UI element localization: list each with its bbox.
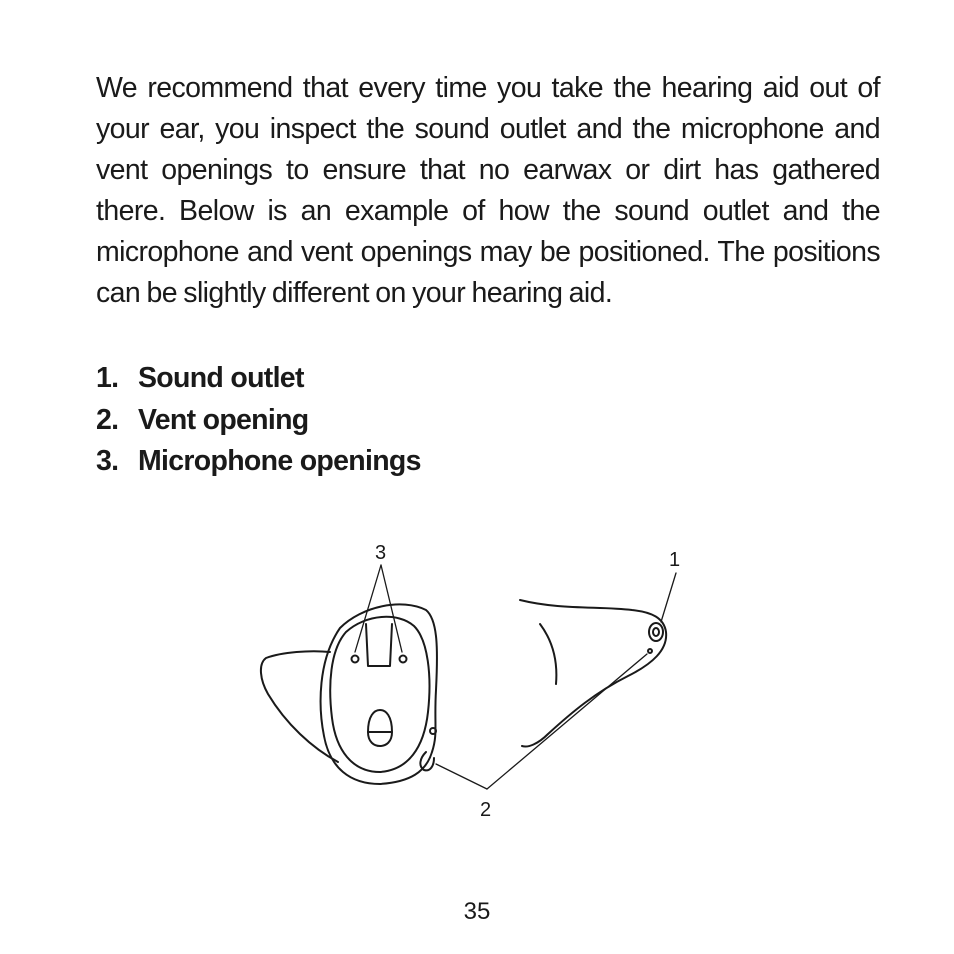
sound-outlet	[649, 623, 663, 641]
hearing-aid-faceplate-drawing	[261, 604, 437, 784]
list-item-number: 3.	[96, 445, 119, 477]
page-number: 35	[463, 898, 491, 925]
callout-label-3: 3	[375, 542, 387, 564]
list-item-number: 1.	[96, 362, 119, 394]
callout-label-1: 1	[669, 549, 681, 571]
hearing-aid-canal-drawing	[520, 600, 666, 747]
hearing-aid-illustration	[250, 530, 700, 830]
vent-opening-right	[648, 649, 652, 653]
microphone-opening-right	[400, 656, 407, 663]
intro-paragraph: We recommend that every time you take the hearing aid out of your ear, you inspect the sound outlet and the microphone and vent openings to ensure that no earwax or dirt has gathered there. Below is an example of how the sound outlet and the microphone and vent openings may be positioned. The positions can be slightly different on your hearing aid.	[96, 72, 880, 309]
microphone-opening-left	[352, 656, 359, 663]
vent-opening-left	[430, 728, 436, 734]
callout-label-2: 2	[480, 799, 492, 821]
list-item	[96, 358, 421, 400]
list-item-label: Sound outlet	[138, 362, 304, 394]
list-item-label: Microphone openings	[138, 445, 421, 477]
list-item	[96, 441, 421, 483]
list-item-label: Vent opening	[138, 403, 309, 436]
parts-list	[96, 358, 421, 483]
list-item	[96, 400, 421, 442]
list-item-number: 2.	[96, 403, 119, 436]
